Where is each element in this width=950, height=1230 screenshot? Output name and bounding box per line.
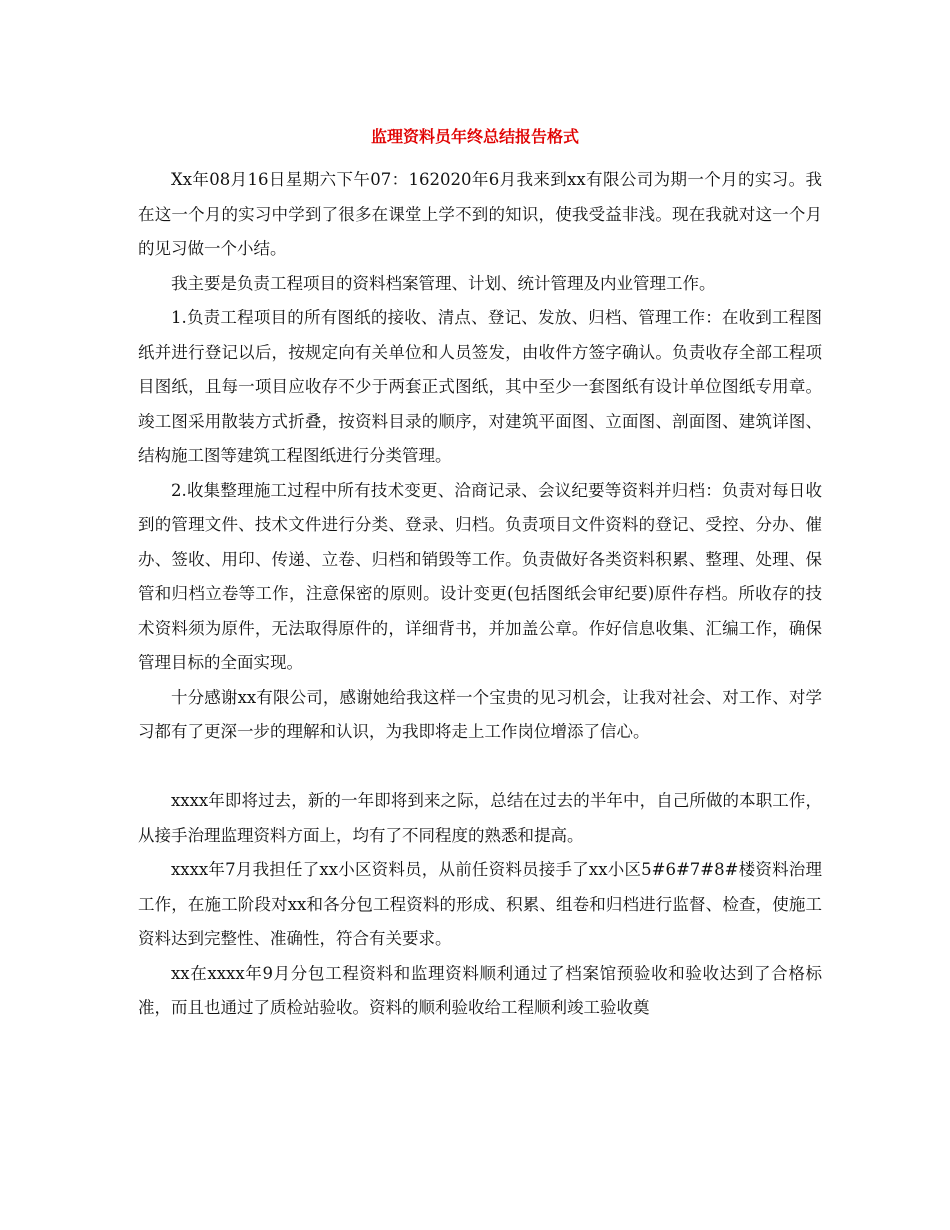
paragraph: Xx年08月16日星期六下午07：162020年6月我来到xx有限公司为期一个月的实习。我在这一个月的实习中学到了很多在课堂上学不到的知识，使我受益非浅。现在我就对这一个月的见习做一个小结。 [138,170,822,258]
section-gap [138,750,822,785]
document-body [138,163,822,1026]
paragraph: xxxx年7月我担任了xx小区资料员，从前任资料员接手了xx小区5#6#7#8#楼资料治理工作，在施工阶段对xx和各分包工程资料的形成、积累、组卷和归档进行监督、检查，使施工资料达到完整性、准确性，符合有关要求。 [138,860,822,948]
paragraph: xx在xxxx年9月分包工程资料和监理资料顺利通过了档案馆预验收和验收达到了合格标准，而且也通过了质检站验收。资料的顺利验收给工程顺利竣工验收奠 [138,963,822,1017]
paragraph: 十分感谢xx有限公司，感谢她给我这样一个宝贵的见习机会，让我对社会、对工作、对学习都有了更深一步的理解和认识，为我即将走上工作岗位增添了信心。 [138,687,822,741]
document-title: 监理资料员年终总结报告格式 [370,127,579,146]
paragraph: 我主要是负责工程项目的资料档案管理、计划、统计管理及内业管理工作。 [171,273,716,293]
paragraph: 2.收集整理施工过程中所有技术变更、洽商记录、会议纪要等资料并归档：负责对每日收到的管理文件、技术文件进行分类、登录、归档。负责项目文件资料的登记、受控、分办、催办、签收、用印、传递、立卷、归档和销毁等工作。负责做好各类资料积累、整理、处理、保管和归档立卷等工作，注意保密的原则。设计变更(包括图纸会审纪要)原件存档。所收存的技术资料须为原件，无法取得原件的，详细背书，并加盖公章。作好信息收集、汇编工作，确保管理目标的全面实现。 [138,480,822,672]
paragraph: xxxx年即将过去，新的一年即将到来之际，总结在过去的半年中，自己所做的本职工作，从接手治理监理资料方面上，均有了不同程度的熟悉和提高。 [138,791,822,845]
paragraph: 1.负责工程项目的所有图纸的接收、清点、登记、发放、归档、管理工作：在收到工程图纸并进行登记以后，按规定向有关单位和人员签发，由收件方签字确认。负责收存全部工程项目图纸，且每一项目应收存不少于两套正式图纸，其中至少一套图纸有设计单位图纸专用章。竣工图采用散装方式折叠，按资料目录的顺序，对建筑平面图、立面图、剖面图、建筑详图、结构施工图等建筑工程图纸进行分类管理。 [138,308,822,465]
